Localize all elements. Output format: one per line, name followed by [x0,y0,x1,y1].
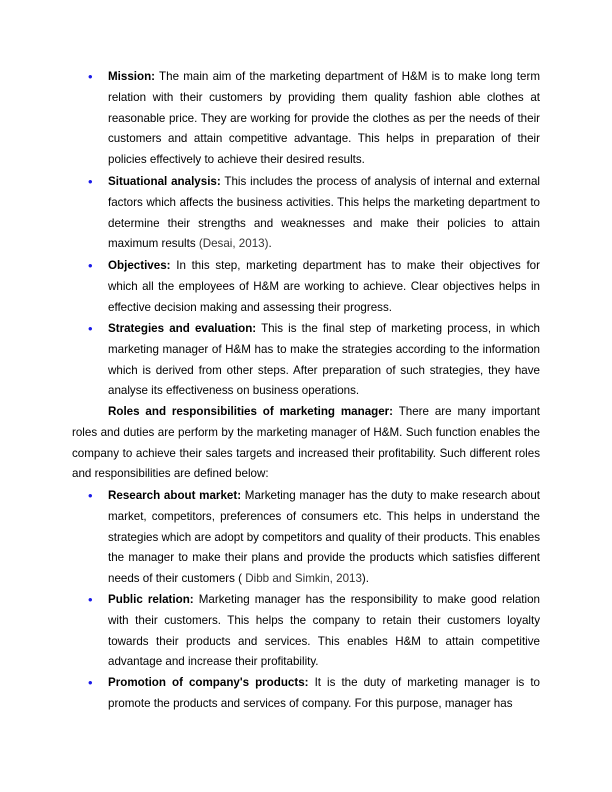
item-text: Marketing manager has the duty to make research about market, competitors, preferences of consumers etc. This helps in understand the strategies which are adopt by competitors and quality of their products. This enables the manager to make their plans and provide the products which satisfies different needs of their customers ( [108,489,540,586]
item-lead: Situational analysis: [108,175,221,188]
roles-paragraph [72,402,540,485]
bullet-icon: • [88,174,93,189]
item-lead: Strategies and evaluation: [108,322,257,335]
list-item-mission [88,67,540,171]
item-lead: Mission: [108,70,156,83]
list-item-public-relation [88,590,540,673]
item-text: The main aim of the marketing department of H&M is to make long term relation with their customers by providing them quality fashion able clothes at reasonable price. They are working for provide the clothes as per the needs of their customers and attain competitive advantage. This helps in preparation of their policies effectively to achieve their desired results. [108,70,540,167]
item-text: Marketing manager has the responsibility to make good relation with their customers. This helps the company to retain their customers loyalty towards their products and services. This enables H&M to attain competitive advantage and increase their profitability. [108,593,540,669]
bullet-icon: • [88,321,93,336]
list-item-situational-analysis [88,172,540,255]
item-lead: Objectives: [108,259,171,272]
citation: (Desai, 2013) [198,237,269,251]
bullet-icon: • [88,675,93,690]
item-lead: Promotion of company's products: [108,676,309,689]
item-text: This includes the process of analysis of internal and external factors which affects the business activities. This helps the marketing department to determine their strengths and weaknesses and make their policies to attain maximum results [108,175,540,251]
list-item-research-market [88,486,540,590]
bullet-icon: • [88,258,93,273]
paragraph-lead: Roles and responsibilities of marketing manager: [108,405,394,418]
item-text: In this step, marketing department has to make their objectives for which all the employees of H&M are working to achieve. Clear objectives helps in effective decision making and assessing their progress. [108,259,540,314]
item-text: This is the final step of marketing process, in which marketing manager of H&M has to make the strategies according to the information which is derived from other steps. After preparation of such strategies, they have analyse its effectiveness on business operations. [108,322,540,398]
bullet-icon: • [88,592,93,607]
item-text: It is the duty of marketing manager is to promote the products and services of company. For this purpose, manager has [108,676,540,710]
item-lead: Research about market: [108,489,242,502]
bullet-icon: • [88,69,93,84]
list-item-promotion [88,673,540,715]
item-tail: ). [361,572,370,586]
citation: Dibb and Simkin, 2013 [245,572,362,586]
paragraph-text: There are many important roles and duties are perform by the marketing manager of H&M. Such function enables the company to achieve their sales targets and increased their profitability. Such different roles and responsibilities are defined below: [72,405,540,481]
item-tail: . [268,237,272,251]
bullet-icon: • [88,488,93,503]
item-lead: Public relation: [108,593,194,606]
list-item-strategies-evaluation [88,319,540,402]
list-item-objectives [88,256,540,318]
